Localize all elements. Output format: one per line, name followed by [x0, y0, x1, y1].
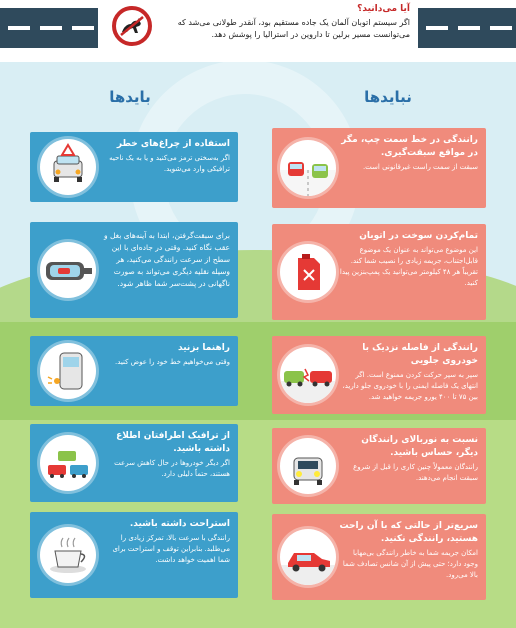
do-text [100, 138, 230, 175]
dont-text [338, 230, 478, 289]
dont-card-tailgating [272, 336, 486, 414]
grass-footer [0, 610, 516, 628]
do-text [100, 342, 230, 368]
coffee-cup-icon [40, 527, 96, 583]
did-you-know-text: اگر سیستم اتوبان آلمان یک جاده مستقیم بود، آنقدر طولانی می‌شد که می‌توانست مسیر برلین تا داروین در استرالیا را پوشش دهد. [177, 18, 410, 39]
do-title: استراحت داشته باشید. [129, 519, 230, 529]
fuel-can-icon [280, 244, 336, 300]
road-dash [8, 26, 30, 30]
dont-title: رانندگی در خط سمت چپ، مگر در مواقع سبقت‌گیری. [341, 135, 478, 158]
road-dash [458, 26, 480, 30]
do-text [100, 430, 230, 480]
overtaking-cars-icon [280, 140, 336, 196]
road-dash [426, 26, 448, 30]
dont-body: سپر به سپر حرکت کردن ممنوع است. اگر انتهای یک فاصله ایمنی را با خودروی جلو دارید، بین ۷۵ تا ۴۰۰ یورو جریمه خواهید شد. [342, 371, 478, 401]
do-title: از ترافیک اطرافتان اطلاع داشته باشید. [116, 431, 230, 454]
dont-text [338, 134, 478, 173]
road-strip-left [0, 8, 98, 48]
do-card-rest [30, 512, 238, 598]
do-text [100, 518, 230, 566]
do-title: استفاده از چراغ‌های خطر [116, 139, 230, 149]
traffic-jam-icon [40, 435, 96, 491]
do-text [100, 228, 230, 290]
no-kangaroo-sign-icon [112, 6, 152, 46]
donts-heading: نبایدها [364, 88, 412, 106]
do-card-hazard-lights [30, 132, 238, 202]
do-body: اگر دیگر خودروها در حال کاهش سرعت هستند، حتماً دلیلی دارد. [114, 459, 230, 478]
do-card-mirrors [30, 222, 238, 318]
do-body: وقتی می‌خواهیم خط خود را عوض کنید. [114, 358, 230, 366]
did-you-know-title: آیا می‌دانید؟ [357, 4, 410, 14]
do-body: برای سبقت‌گرفتن، ابتدا به آینه‌های بغل و عقب نگاه کنید. وقتی در جاده‌ای با این سطح از سرعت رانندگی می‌کنید، هر وسیله نقلیه دیگری می‌تواند به صورت ناگهانی در پشت‌سر شما ظاهر شود. [103, 231, 230, 288]
road-dash [72, 26, 94, 30]
do-body: رانندگی با سرعت بالا، تمرکز زیادی را می‌طلبد. بنابراین توقف و استراحت برای شما اهمیت خواهد داشت. [112, 534, 230, 564]
dont-card-headlights [272, 428, 486, 504]
dont-body: رانندگان معمولاً چنین کاری را قبل از شروع سبقت انجام می‌دهند. [353, 463, 478, 482]
intro-banner [0, 0, 516, 62]
turn-signal-icon [40, 343, 96, 399]
dont-body: سبقت از سمت راست غیرقانونی است. [362, 163, 478, 171]
fast-red-car-icon [280, 529, 336, 585]
dont-card-fuel [272, 224, 486, 320]
dont-text [338, 520, 478, 581]
dont-card-left-lane [272, 128, 486, 208]
side-mirror-icon [40, 242, 96, 298]
do-body: اگر به‌سختی ترمز می‌کنید و یا به یک ناحیه ترافیکی وارد می‌شوید. [109, 154, 230, 173]
road-dash [490, 26, 512, 30]
dont-title: تمام‌کردن سوخت در اتوبان [359, 231, 478, 241]
dont-body: امکان جریمه شما به خاطر رانندگی بی‌مهابا وجود دارد؛ حتی پیش از آن شانس تصادف شما بالا می‌رود. [342, 549, 478, 579]
road-dash [40, 26, 62, 30]
do-card-turn-signal [30, 336, 238, 406]
dont-text [338, 434, 478, 484]
road-strip-right [418, 8, 516, 48]
dos-heading: بایدها [109, 88, 151, 106]
dont-title: سریع‌تر از حالتی که با آن راحت هستید، رانندگی نکنید. [339, 521, 478, 544]
dont-text [338, 342, 478, 403]
dont-title: رانندگی از فاصله نزدیک با خودروی جلویی [362, 343, 478, 366]
rear-end-collision-icon [280, 347, 336, 403]
dont-card-speed [272, 514, 486, 600]
do-card-traffic-awareness [30, 424, 238, 502]
dont-body: این موضوع می‌تواند به عنوان یک موضوع قابل‌اجتناب، جریمه زیادی را نصیب شما کند. تقریباً هر ۴۸ کیلومتر می‌توانید یک پمپ‌بنزین پیدا کنید. [339, 246, 478, 287]
headlights-car-icon [280, 438, 336, 494]
hazard-lights-car-icon [40, 139, 96, 195]
do-title: راهنما بزنید [178, 343, 230, 353]
dont-title: نسبت به نوربالای رانندگان دیگر، حساس باشید. [361, 435, 478, 458]
